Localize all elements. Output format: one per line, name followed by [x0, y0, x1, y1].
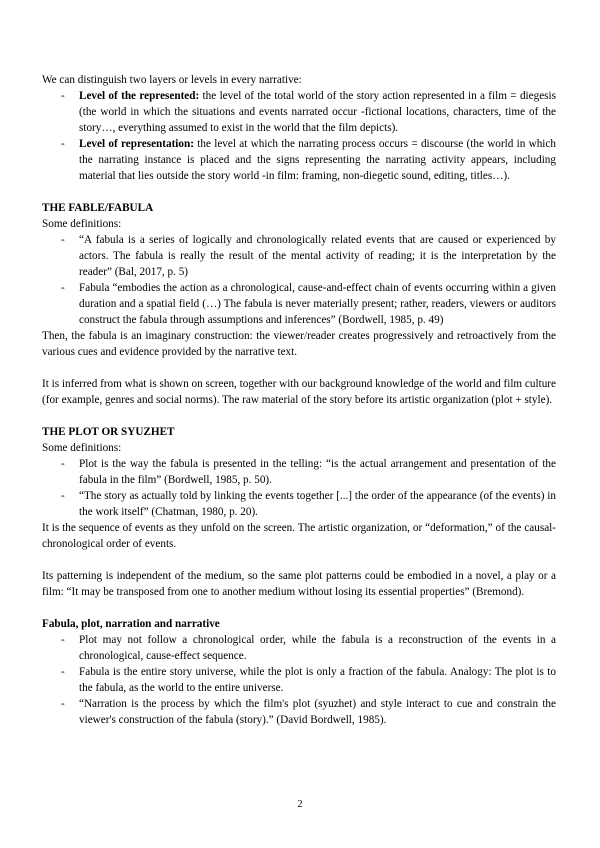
- page-number: 2: [297, 799, 303, 810]
- body-paragraph: It is inferred from what is shown on screen, together with our background knowledge of the world and film culture (for example, genres and social norms). The raw material of the story before its artistic organization (plot + style).: [42, 378, 556, 406]
- list-item: - “The story as actually told by linking the events together [...] the order of the appearance (of the events) in the work itself” (Chatman, 1980, p. 20).: [42, 488, 556, 520]
- body-paragraph: Then, the fabula is an imaginary construction: the viewer/reader creates progressively and retroactively from the various cues and evidence provided by the narrative text.: [42, 330, 556, 358]
- list-item: - Fabula “embodies the action as a chronological, cause-and-effect chain of events occurring within a given duration and a spatial field (…) The fabula is never materially present; rather, readers, viewers or auditors construct the fabula through assumptions and inferences” (Bordwell, 1985, p. 49): [42, 280, 556, 328]
- list-item: - Plot may not follow a chronological order, while the fabula is a reconstruction of the events in a chronological, cause-effect sequence.: [42, 632, 556, 664]
- list-item: - Fabula is the entire story universe, while the plot is only a fraction of the fabula. Analogy: The plot is to the fabula, as the world to the entire universe.: [42, 664, 556, 696]
- page-content: [42, 72, 556, 728]
- levels-list: [42, 88, 556, 184]
- body-paragraph: Its patterning is independent of the medium, so the same plot patterns could be embodied in a novel, a play or a film: “It may be transposed from one to another medium without losing its essential properties” (Bremond).: [42, 570, 556, 598]
- list-item-text: the level of the total world of the story action represented in a film = diegesis (the world in which the situations and events narrated occur -fictional locations, characters, time of the story…, everything assumed to exist in the world that the film depicts).: [79, 90, 556, 134]
- narration-list: [42, 632, 556, 728]
- section-subheading: Some definitions:: [42, 218, 122, 230]
- section-heading-fabula: THE FABLE/FABULA: [42, 202, 154, 214]
- plot-definitions-list: [42, 456, 556, 520]
- list-item: - Plot is the way the fabula is presented in the telling: “is the actual arrangement and presentation of the fabula in the film” (Bordwell, 1985, p. 50).: [42, 456, 556, 488]
- list-item: [42, 136, 556, 184]
- list-item-lead: Level of the represented:: [79, 90, 200, 102]
- section-heading-plot: THE PLOT OR SYUZHET: [42, 426, 175, 438]
- section-subheading: Some definitions:: [42, 442, 122, 454]
- section-heading-narration: Fabula, plot, narration and narrative: [42, 618, 220, 630]
- body-paragraph: It is the sequence of events as they unfold on the screen. The artistic organization, or “deformation,” of the causal-chronological order of events.: [42, 522, 556, 550]
- list-item-text: the level at which the narrating process occurs = discourse (the world in which the narrating instance is placed and the signs representing the narrating activity appears, including material that lies outside the story world -in film: framing, non-diegetic sound, editing, titles…).: [79, 138, 556, 182]
- list-item: - “A fabula is a series of logically and chronologically related events that are caused or experienced by actors. The fabula is really the result of the mental activity of reading; it is the interpretation by the reader” (Bal, 2017, p. 5): [42, 232, 556, 280]
- list-item: [42, 88, 556, 136]
- fabula-definitions-list: [42, 232, 556, 328]
- list-item: - “Narration is the process by which the film's plot (syuzhet) and style interact to cue and constrain the viewer's construction of the fabula (story).” (David Bordwell, 1985).: [42, 696, 556, 728]
- list-item-lead: Level of representation:: [79, 138, 194, 150]
- intro-paragraph: We can distinguish two layers or levels in every narrative:: [42, 74, 302, 86]
